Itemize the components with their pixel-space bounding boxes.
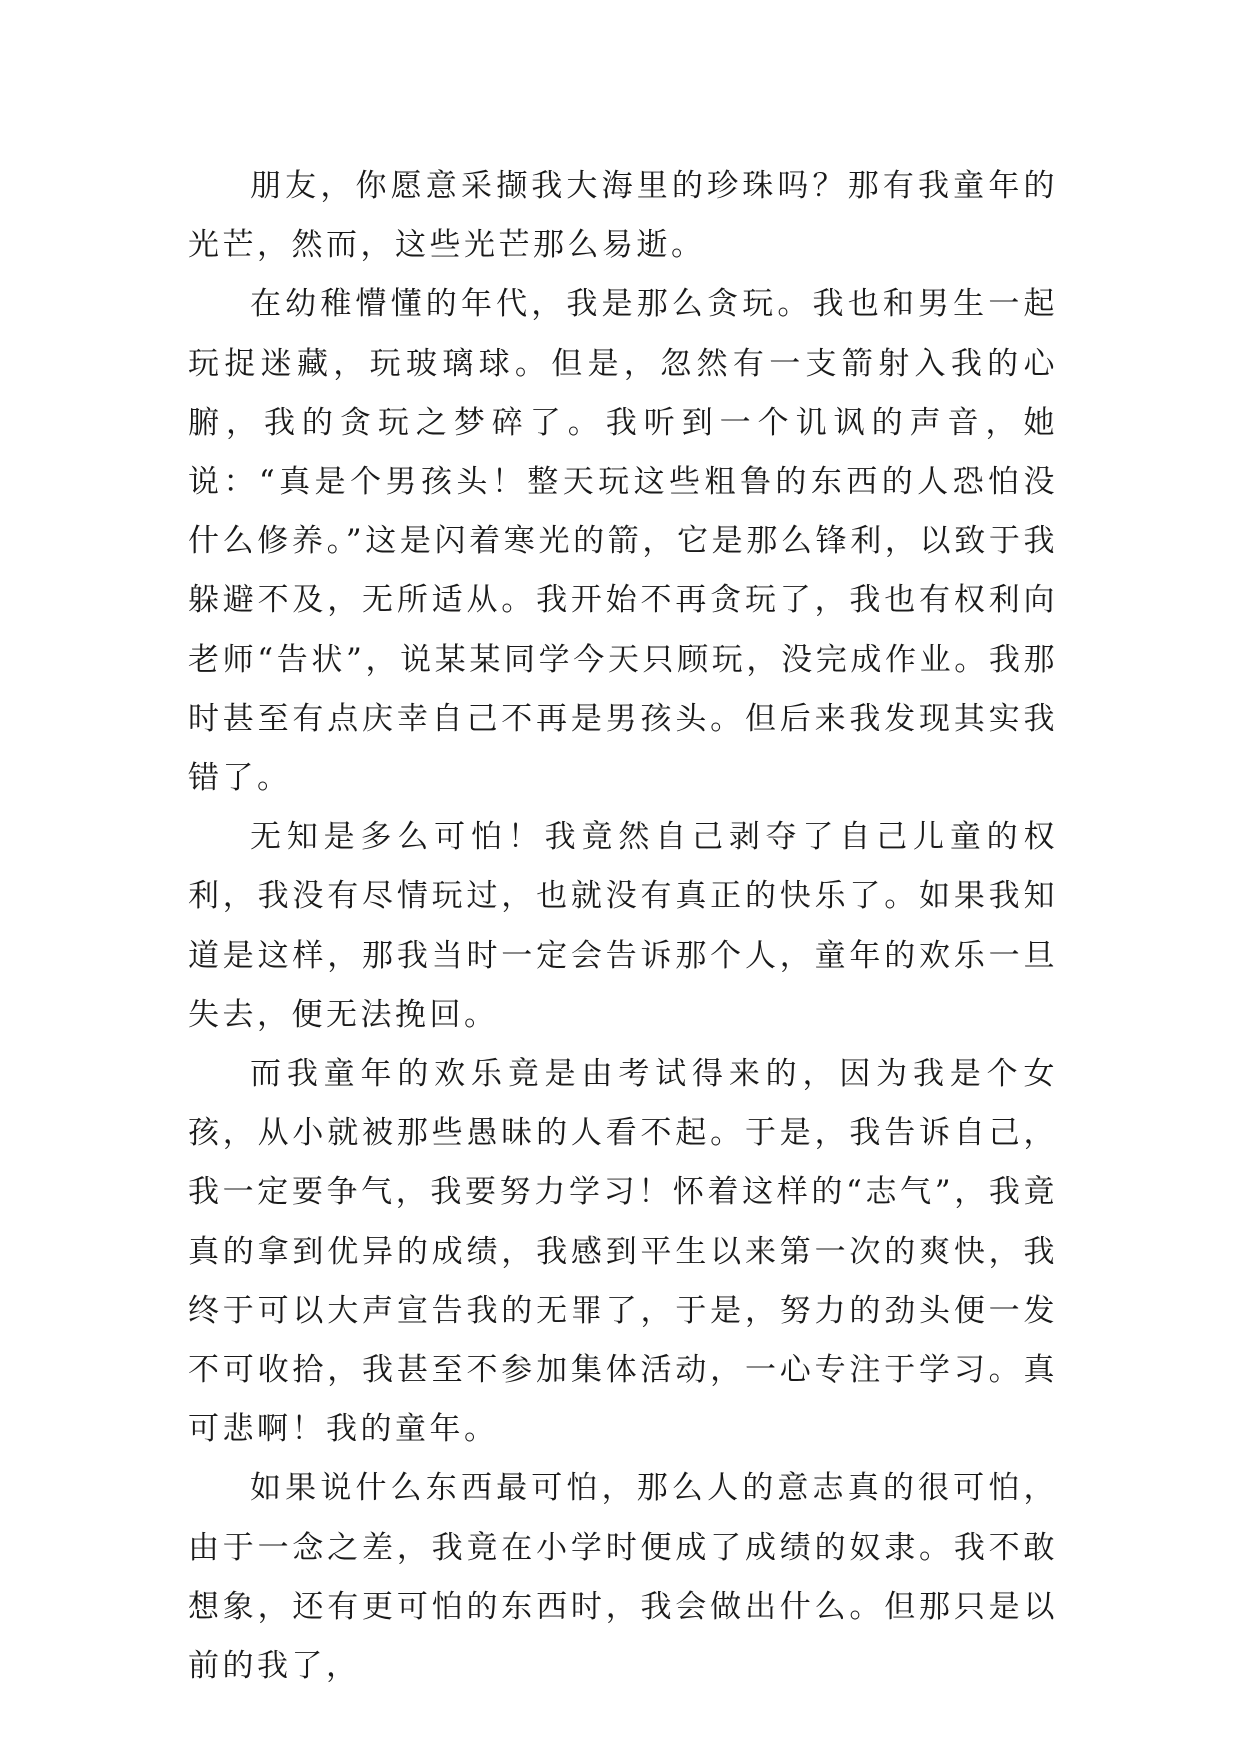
paragraph-3: 无知是多么可怕！我竟然自己剥夺了自己儿童的权利，我没有尽情玩过，也就没有真正的快乐了。如果我知道是这样，那我当时一定会告诉那个人，童年的欢乐一旦失去，便无法挽回。: [188, 819, 1058, 1033]
paragraph-5: 如果说什么东西最可怕，那么人的意志真的很可怕，由于一念之差，我竟在小学时便成了成绩的奴隶。我不敢想象，还有更可怕的东西时，我会做出什么。但那只是以前的我了，: [188, 1470, 1058, 1685]
paragraph-1: 朋友，你愿意采撷我大海里的珍珠吗？那有我童年的光芒，然而，这些光芒那么易逝。: [188, 168, 1058, 264]
essay-body: [188, 157, 1058, 1696]
paragraph-4: 而我童年的欢乐竟是由考试得来的，因为我是个女孩，从小就被那些愚昧的人看不起。于是，我告诉自己，我一定要争气，我要努力学习！怀着这样的“志气”，我竟真的拿到优异的成绩，我感到平生以来第一次的爽快，我终于可以大声宣告我的无罪了，于是，努力的劲头便一发不可收拾，我甚至不参加集体活动，一心专注于学习。真可悲啊！我的童年。: [188, 1056, 1058, 1448]
paragraph-2: 在幼稚懵懂的年代，我是那么贪玩。我也和男生一起玩捉迷藏，玩玻璃球。但是，忽然有一支箭射入我的心腑，我的贪玩之梦碎了。我听到一个讥讽的声音，她说：“真是个男孩头！整天玩这些粗鲁的东西的人恐怕没什么修养。”这是闪着寒光的箭，它是那么锋利，以致于我躲避不及，无所适从。我开始不再贪玩了，我也有权利向老师“告状”，说某某同学今天只顾玩，没完成作业。我那时甚至有点庆幸自己不再是男孩头。但后来我发现其实我错了。: [188, 286, 1058, 797]
